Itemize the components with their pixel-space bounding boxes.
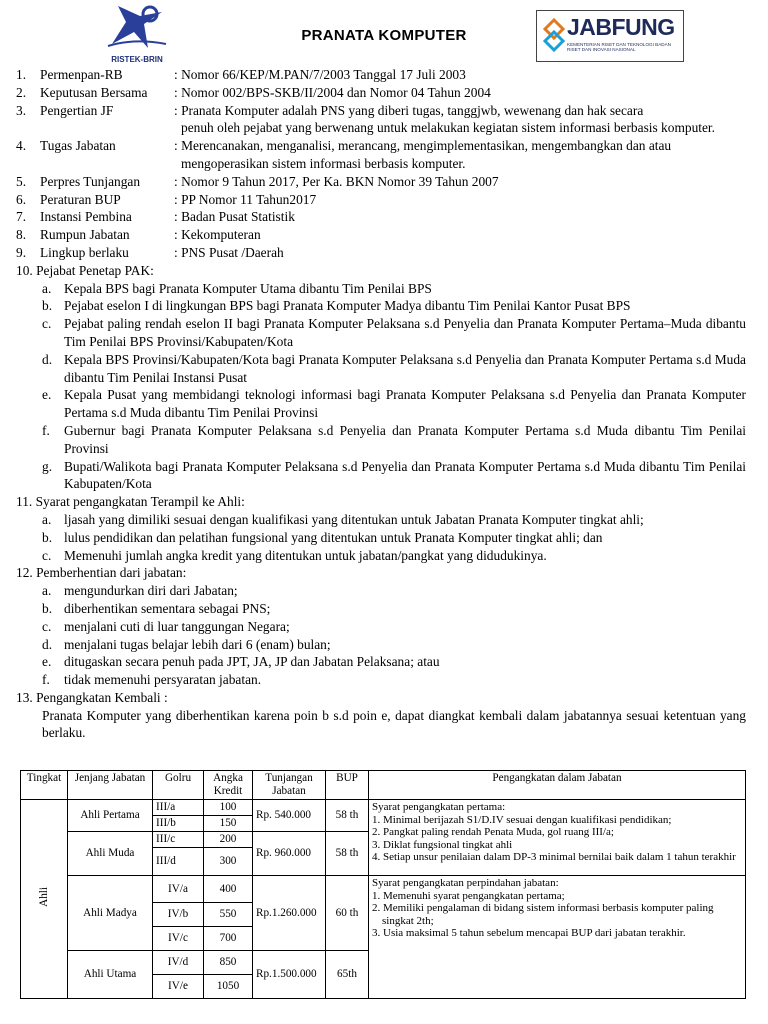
table-cell: 550 xyxy=(204,903,253,927)
page-title: PRANATA KOMPUTER xyxy=(301,27,467,44)
jabfung-sublabel: KEMENTERIAN RISET DAN TEKNOLOGI BADAN RISET DAN INOVASI NASIONAL xyxy=(567,42,671,53)
sub-item-text: Kepala BPS Provinsi/Kabupaten/Kota bagi Pranata Komputer Pelaksana s.d Penyelia dan Pranata Komputer Pertama s.d Muda dibantu Tim Penilai Instansi Pusat xyxy=(64,351,746,385)
ristek-brin-label: RISTEK-BRIN xyxy=(111,55,163,64)
sub-item-letter: e. xyxy=(42,387,52,403)
tingkat-label: Ahli xyxy=(37,887,50,907)
item-value xyxy=(174,102,768,138)
table-cell: 200 xyxy=(204,832,253,848)
table-cell: III/b xyxy=(153,816,204,832)
section-heading: 11. Syarat pengangkatan Terampil ke Ahli: xyxy=(16,494,245,510)
item-label: Permenpan-RB xyxy=(40,67,123,82)
table-cell: III/c xyxy=(153,832,204,848)
item-label: Peraturan BUP xyxy=(40,191,121,207)
sub-item-letter: b. xyxy=(42,298,53,314)
requirements-transfer xyxy=(369,876,746,999)
sub-item-letter: d. xyxy=(42,351,53,367)
sub-item-text: Gubernur bagi Pranata Komputer Pelaksana s.d Penyelia dan Pranata Komputer Pertama s.d Muda dibantu Tim Penilai Provinsi xyxy=(64,422,746,456)
sub-item-text: ditugaskan secara penuh pada JPT, JA, JP dan Jabatan Pelaksana; atau xyxy=(64,654,440,670)
sub-item-letter: b. xyxy=(42,600,53,616)
item-value xyxy=(174,137,768,173)
list-item xyxy=(0,244,768,262)
item-number: 6. xyxy=(16,191,27,207)
table-cell: 150 xyxy=(204,816,253,832)
item-label: Lingkup berlaku xyxy=(40,244,129,260)
requirement-item: 4. Setiap unsur penilaian dalam DP-3 minimal bernilai baik dalam 1 tahun terakhir xyxy=(372,851,736,864)
item-number: 5. xyxy=(16,173,27,189)
table-cell: III/a xyxy=(153,800,204,816)
item-value: : Badan Pusat Statistik xyxy=(174,209,295,225)
sub-item-text: Pejabat paling rendah eselon II bagi Pranata Komputer Pelaksana s.d Penyelia dan Pranata Komputer Pertama–Muda dibantu Tim Penilai BPS Provinsi/Kabupaten/Kota xyxy=(64,316,746,349)
table-header: Golru xyxy=(153,771,204,800)
item-value-line: : Merencanakan, menganalisi, merancang, mengimplementasikan, mengembangkan dan atau xyxy=(174,138,672,154)
item-label: Perpres Tunjangan xyxy=(40,173,141,189)
tingkat-cell xyxy=(21,800,68,999)
page-header xyxy=(0,0,768,66)
table-cell: 300 xyxy=(204,848,253,876)
item-value: : PP Nomor 11 Tahun2017 xyxy=(174,191,317,207)
item-label: Keputusan Bersama xyxy=(40,84,148,100)
jabfung-logo xyxy=(536,10,684,62)
table-cell: IV/b xyxy=(153,903,204,927)
jenjang-table xyxy=(20,770,746,999)
table-cell: Ahli Pertama xyxy=(68,800,153,832)
list-item xyxy=(0,226,768,244)
requirement-item: 1. Memenuhi syarat pengangkatan pertama; xyxy=(372,889,565,902)
table-cell: Rp. 960.000 xyxy=(253,832,326,876)
jabfung-label: JABFUNG xyxy=(567,14,675,40)
requirements-title: Syarat pengangkatan perpindahan jabatan: xyxy=(372,877,559,889)
sub-item-letter: a. xyxy=(42,280,52,296)
table-row xyxy=(21,876,746,903)
item-value-continuation: mengoperasikan sistem informasi berbasis komputer. xyxy=(181,155,466,171)
section-heading: 10. Pejabat Penetap PAK: xyxy=(16,262,154,278)
sub-item-letter: g. xyxy=(42,458,53,474)
list-item xyxy=(0,84,768,102)
item-value: : Kekomputeran xyxy=(174,227,261,243)
item-number: 8. xyxy=(16,227,27,243)
item-number: 2. xyxy=(16,84,27,100)
requirement-item: 3. Usia maksimal 5 tahun sebelum mencapai BUP dari jabatan terakhir. xyxy=(372,927,686,940)
sub-item xyxy=(0,422,768,458)
item-value: : PNS Pusat /Daerah xyxy=(174,244,284,260)
sub-item-letter: d. xyxy=(42,636,53,652)
sub-item-text: tidak memenuhi persyaratan jabatan. xyxy=(64,672,262,688)
item-value-continuation: penuh oleh pejabat yang berwenang untuk melakukan kegiatan sistem informasi berbasis komputer. xyxy=(181,120,715,136)
sub-item xyxy=(0,600,768,618)
requirement-item: 2. Memiliki pengalaman di bidang sistem informasi berbasis komputer paling singkat 2th; xyxy=(372,902,714,927)
table-cell: 400 xyxy=(204,876,253,903)
item-number: 4. xyxy=(16,138,27,154)
item-label: Instansi Pembina xyxy=(40,209,132,225)
list-item xyxy=(0,66,768,84)
list-item xyxy=(0,208,768,226)
sub-item xyxy=(0,315,768,351)
sub-item-letter: f. xyxy=(42,672,50,688)
sub-item-text: Kepala BPS bagi Pranata Komputer Utama dibantu Tim Penilai BPS xyxy=(64,280,432,296)
table-cell: Ahli Utama xyxy=(68,951,153,999)
list-item xyxy=(0,137,768,173)
table-cell: Rp.1.260.000 xyxy=(253,876,326,951)
table-cell: 1050 xyxy=(204,975,253,999)
sub-item-text: Pejabat eselon I di lingkungan BPS bagi Pranata Komputer Madya dibantu Tim Penilai Kantor Pusat BPS xyxy=(64,298,631,314)
item-value-line: : Pranata Komputer adalah PNS yang diberi tugas, tanggjwb, wewenang dan hak secara xyxy=(174,102,644,118)
sub-item-letter: c. xyxy=(42,547,52,563)
list-item xyxy=(0,173,768,191)
table-header: Jenjang Jabatan xyxy=(68,771,153,800)
item-label: Tugas Jabatan xyxy=(40,138,116,154)
sub-item-text: Memenuhi jumlah angka kredit yang ditentukan untuk jabatan/pangkat yang didudukinya. xyxy=(64,547,547,563)
sub-item xyxy=(0,582,768,600)
table-cell: 850 xyxy=(204,951,253,975)
list-item xyxy=(0,102,768,138)
item-label: Pengertian JF xyxy=(40,102,114,118)
table-cell: III/d xyxy=(153,848,204,876)
table-cell: 60 th xyxy=(326,876,369,951)
table-cell: 58 th xyxy=(326,800,369,832)
table-header: Tingkat xyxy=(21,771,68,800)
item-label: Rumpun Jabatan xyxy=(40,227,130,243)
sub-item xyxy=(0,511,768,529)
table-cell: 58 th xyxy=(326,832,369,876)
jabfung-emblem-icon xyxy=(542,17,566,55)
requirement-item: 2. Pangkat paling rendah Penata Muda, gol ruang III/a; xyxy=(372,826,614,839)
list-item xyxy=(0,191,768,209)
requirement-item: 1. Minimal berijazah S1/D.IV sesuai dengan kualifikasi pendidikan; xyxy=(372,813,672,826)
sub-item xyxy=(0,351,768,387)
table-header-row xyxy=(21,771,746,800)
sub-item-letter: a. xyxy=(42,583,52,599)
table-header: Pengangkatan dalam Jabatan xyxy=(369,771,746,800)
sub-item-letter: b. xyxy=(42,529,53,545)
sub-item-letter: c. xyxy=(42,618,52,634)
sub-item-letter: a. xyxy=(42,511,52,527)
requirement-item: 3. Diklat fungsional tingkat ahli xyxy=(372,838,513,851)
document-body xyxy=(0,66,768,742)
requirements-first xyxy=(369,800,746,876)
item-value: : Nomor 002/BPS-SKB/II/2004 dan Nomor 04 Tahun 2004 xyxy=(174,84,491,100)
sub-item xyxy=(0,280,768,298)
section-heading: 13. Pengangkatan Kembali : xyxy=(16,689,168,705)
item-number: 1. xyxy=(16,67,27,82)
sub-item xyxy=(0,547,768,565)
table-cell: 100 xyxy=(204,800,253,816)
table-header: Tunjangan Jabatan xyxy=(253,771,326,800)
item-number: 3. xyxy=(16,102,27,118)
sub-item xyxy=(0,636,768,654)
sub-item-text: mengundurkan diri dari Jabatan; xyxy=(64,583,238,599)
table-row xyxy=(21,800,746,816)
sub-item xyxy=(0,671,768,689)
table-cell: Rp.1.500.000 xyxy=(253,951,326,999)
sub-item xyxy=(0,618,768,636)
item-value: : Nomor 9 Tahun 2017, Per Ka. BKN Nomor 39 Tahun 2007 xyxy=(174,173,499,189)
table-cell: 65th xyxy=(326,951,369,999)
paragraph: Pranata Komputer yang diberhentikan karena poin b s.d poin e, dapat diangkat kembali dalam jabatannya sesuai ketentuan yang berlaku. xyxy=(42,707,746,741)
table-header: Angka Kredit xyxy=(204,771,253,800)
table-cell: IV/e xyxy=(153,975,204,999)
requirements-title: Syarat pengangkatan pertama: xyxy=(372,801,506,813)
table-header: BUP xyxy=(326,771,369,800)
sub-item xyxy=(0,529,768,547)
item-number: 7. xyxy=(16,209,27,225)
table-cell: 700 xyxy=(204,927,253,951)
sub-item xyxy=(0,386,768,422)
sub-item-text: menjalani cuti di luar tanggungan Negara; xyxy=(64,618,290,634)
table-cell: IV/c xyxy=(153,927,204,951)
sub-item xyxy=(0,458,768,494)
sub-item xyxy=(0,297,768,315)
sub-item-text: Bupati/Walikota bagi Pranata Komputer Pelaksana s.d Penyelia dan Pranata Komputer Pertama s.d Muda dibantu Tim Penilai Kabupaten/Kota xyxy=(64,458,746,492)
sub-item-text: Kepala Pusat yang membidangi teknologi informasi bagi Pranata Komputer Pelaksana s.d Penyelia dan Pranata Komputer Pertama s.d Muda dibantu Tim Penilai Provinsi xyxy=(64,387,746,421)
sub-item xyxy=(0,653,768,671)
section-heading: 12. Pemberhentian dari jabatan: xyxy=(16,565,187,581)
sub-item-letter: c. xyxy=(42,316,52,332)
table-cell: Ahli Muda xyxy=(68,832,153,876)
table-cell: Ahli Madya xyxy=(68,876,153,951)
table-cell: Rp. 540.000 xyxy=(253,800,326,832)
sub-item-letter: e. xyxy=(42,654,52,670)
sub-item-text: menjalani tugas belajar lebih dari 6 (enam) bulan; xyxy=(64,636,331,652)
table-cell: IV/d xyxy=(153,951,204,975)
sub-item-letter: f. xyxy=(42,422,50,438)
sub-item-text: lulus pendidikan dan pelatihan fungsional yang ditentukan untuk Pranata Komputer tingkat ahli; dan xyxy=(64,529,603,545)
table-cell: IV/a xyxy=(153,876,204,903)
sub-item-text: diberhentikan sementara sebagai PNS; xyxy=(64,600,271,616)
item-value: : Nomor 66/KEP/M.PAN/7/2003 Tanggal 17 Juli 2003 xyxy=(174,67,466,82)
item-number: 9. xyxy=(16,244,27,260)
sub-item-text: ljasah yang dimiliki sesuai dengan kualifikasi yang ditentukan untuk Jabatan Pranata Komputer tingkat ahli; xyxy=(64,511,644,527)
